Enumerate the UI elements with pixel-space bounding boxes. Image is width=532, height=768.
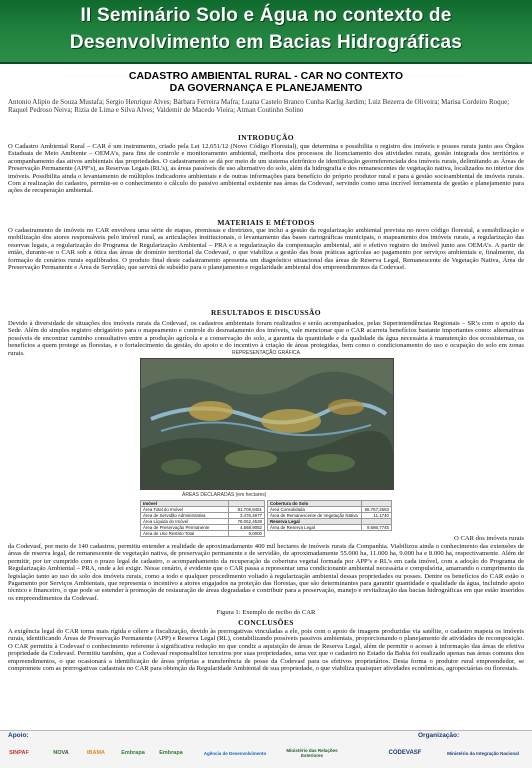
table-cell: Área Total do Imóvel [141, 507, 229, 513]
table-header-cell: Cobertura do Solo [268, 501, 362, 507]
table-row [268, 525, 392, 531]
table-cell: 4.568,9082 [228, 525, 264, 531]
table-cell: 78.052,4538 [228, 519, 264, 525]
development-agency-logo: Agência de Desenvolvimento [203, 750, 267, 756]
table-cell: 81.706,9451 [228, 507, 264, 513]
banner-line-2: Desenvolvimento em Bacias Hidrográficas [69, 32, 463, 53]
table-cell: Área Líquida do Imóvel [141, 519, 229, 525]
sinpaf-logo: SINPAF [9, 750, 29, 756]
ibama-logo: IBAMA [86, 750, 106, 756]
table-cell: 3.476,4977 [228, 513, 264, 519]
table-header-cell: Reserva Legal [268, 519, 362, 525]
table-header-cell: Imóvel [141, 501, 229, 507]
embrapa-logo-2: Embrapa [159, 750, 183, 756]
table-row [141, 513, 265, 519]
introduction-heading: INTRODUÇÃO [237, 133, 295, 142]
paper-title-line-2: DA GOVERNANÇA E PLANEJAMENTO [169, 82, 363, 94]
table-row [141, 525, 265, 531]
table-cell: 66.767,2653 [362, 507, 392, 513]
property-areas-table [140, 500, 265, 537]
support-label: Apoio: [8, 732, 29, 739]
table-cell: Área de Servidão Administrativa [141, 513, 229, 519]
methods-text: O cadastramento de imóveis no CAR envolveu uma série de etapas, premissas e diretrizes, que inclui a gestão da regularização ambiental prevista no novo código florestal, a sensibilização e mobilização dos atores responsáveis pelo imóvel rural, as articulações institucionais, o levantamento das bases cartográficas municipais, o mapeamento dos imóveis rurais, a regularização das reservas legais, a regularização do Programa de Regularização Ambiental – PRA e a regularização da compensação ambiental, até o efetivo registro do imóvel junto aos OEMA’s. A partir de então, durante-se o CAR sob a ótica das áreas de domínio territorial da Codevasf, o que viabiliza a gestão das boas práticas agrícolas ao pagamento por serviços ambientais e, finalmente, da formação de cenários rurais equilibrados. O produto final deste cadastramento apresenta um diagnóstico situacional das áreas de Reserva Legal, Remanescente de Vegetação Nativa, Área de Preservação Permanente e Área de Servidão, que servirá de subsídio para o planejamento e regularidade ambiental dos empreendimentos da Codevasf. [8, 227, 524, 272]
sponsors-footer [0, 730, 532, 768]
results-heading: RESULTADOS E DISCUSSÃO [210, 308, 322, 317]
table-cell: Área Consolidada [268, 507, 362, 513]
banner-line-1: II Seminário Solo e Água no contexto de [80, 5, 452, 26]
codevasf-logo: CODEVASF [388, 750, 422, 756]
table-cell: Área de Uso Restrito Total [141, 531, 229, 537]
embrapa-logo-1: Embrapa [121, 750, 145, 756]
conclusions-text: A exigência legal do CAR torna mais rígida e célere a fiscalização, devido às prerrogativas vinculadas a ele, pois com o apoio de imagens produzidas via satélite, o cadastro mapeia os imóveis rurais, identificando Áreas de Preservação Permanente (APP) e Reserva Legal (RL), contabilizando possíveis passivos ambientais, proporcionando o planejamento de atividades de recomposição. O CAR permitiu à Codevasf o conhecimento referente à significativa redução no que condiz a aquisição de áreas de Reserva Legal, além de permitir o acesso à informação das áreas de efetiva propriedade da Codevasf. Permitiu também, que a Codevasf responsabilize terceiros por suas propriedades, uma vez que o cadastro no Estado da Bahia foi realizado apenas nas áreas comuns dos empreendimentos, o que ocasionará a identificação de áreas próprias a transferência de posse da Codevasf para os efetivos proprietários. Desta forma o produtor rural empreendedor, se compromete com as prerrogativas cadastrais no CAR para obtenção da Regularidade Ambiental de sua propriedade, o que viabiliza quaisquer atividades econômicas, agropecuárias ou florestais. [8, 628, 524, 673]
table-cell: 0,0000 [228, 531, 264, 537]
satellite-map-image [140, 358, 394, 490]
table-cell: Área de Remanescente de Vegetação Nativa [268, 513, 362, 519]
conclusions-heading: CONCLUSÕES [238, 618, 294, 627]
header-banner [0, 0, 532, 64]
results-continued-text: da Codevasf, por meio de 140 cadastros, permitiu entender a realidade de aproximadamente 400 mil hectares de imóveis rurais da Companhia. Viabilizou ainda o conhecimento das extensões de áreas de reserva legal, de remanescente de vegetação nativa, de preservação permanente e de servidão, de aproximadamente 55.000 ha, 11.000 ha, 9.000 ha e 8.000 ha, respectivamente. Além de permitir, por ter cumprido com o prazo legal de cadastro, o acompanhamento da recuperação da cobertura vegetal formada por APP’s e RL’s em cada imóvel, com a adoção do Programa de Regularização Ambiental – PRA, onde a lei exigir. Nesse cenário, é evidente que o CAR passa a representar uma condicionante ambiental necessária e compulsória, amarrando o cumprimento da legislação tanto ao uso do solo dos imóveis rurais, como a todo e qualquer procedimento voltado à regularização ambiental dessas propriedades ou posses. Dentre os benefícios do CAR estão o Pagamento por Serviços Ambientais, que representa o incentivo a atores engajados na proteção das florestas, que são determinantes para garantir quantidade e qualidade da água, incluindo apoio técnico e financeiro, o que pode se estender à promoção de restauração de áreas degradadas e contribuir para a preservação, manejo e revitalização das bacias hidrográficas em que estão inseridos os empreendimentos da Codevasf. [8, 543, 524, 602]
declared-areas-caption: ÁREAS DECLARADAS (em hectares) [182, 492, 267, 498]
methods-heading: MATERIAIS E MÉTODOS [217, 218, 315, 227]
graphic-representation-label: REPRESENTAÇÃO GRÁFICA [232, 350, 300, 356]
organization-label: Organização: [418, 732, 460, 739]
table-cell: Área de Preservação Permanente [141, 525, 229, 531]
introduction-text: O Cadastro Ambiental Rural – CAR é um instrumento, criado pela Lei 12.651/12 (Novo Código Florestal), que determina e possibilita o registro dos imóveis e posses rurais junto aos Órgãos Estaduais de Meio Ambiente – OEMA’s, para fins de controle e monitoramento ambiental, melhoria dos processos de licenciamento dos atividades rurais, gestão integrada dos territórios e acompanhamento das ativos ambientais das propriedades. O cadastramento se dá por meio de um sistema eletrônico de identificação georreferenciada dos imóveis rurais, delimitando as Áreas de Preservação Permanente (APP’s), as Reservas Legais (RL’s), as áreas passíveis de uso alternativo do solo, além da hidrografia e dos remanescentes de vegetação nativa, localizados no interior dos imóveis. Possibilita ainda o levantamento de múltiplos indicadores ambientais e de outras informações para benefício do próprio produtor rural e para a gestão socioambiental de imóveis rurais. Com a realização do cadastro, permite-se o conhecimento e cálculo do passivo ambiental existente nas áreas da Codevasf, servindo como uma incrível ferramenta de gestão e planejamento para ações de recuperação ambiental. [8, 143, 524, 195]
map-graphic [141, 359, 393, 489]
figure-caption: Figura 1: Exemplo de recibo do CAR [216, 609, 316, 616]
table-cell: 11.1740 [362, 513, 392, 519]
table-row [268, 513, 392, 519]
table-row [141, 531, 265, 537]
results-text: Devido à diversidade de situações dos imóveis rurais da Codevasf, os cadastros ambientais foram realizados e serão acompanhados, pelas Superintendências Regionais – SR’s com o apoio da Sede. Além do simples registro obrigatório para o mapeamento e controle do desmatamento dos imóveis, vale mencionar que o CAR acarreta benefícios bastante importantes como: alternativas possíveis de encontrar caminho consultativo entre a produção agrícola e a conservação do solo, a garantia da quantidade e da qualidade da água necessária à manutenção dos ecossistemas, os benefícios a quem protege as florestas, e o fortalecimento da gestão, do apoio e do incentivo à criação de áreas protegidas, bem como o condicionamento do uso e ocupação do solo em zonas rurais. [8, 320, 524, 357]
land-cover-table [267, 500, 392, 531]
results-side-text: O CAR dos imóveis rurais [454, 535, 524, 542]
integration-ministry-logo: Ministério da Integração Nacional [447, 750, 519, 756]
foreign-ministry-logo: Ministério das Relações Exteriores [286, 748, 338, 758]
table-cell: Área de Reserva Legal [268, 525, 362, 531]
paper-title-line-1: CADASTRO AMBIENTAL RURAL - CAR NO CONTEXTO [128, 70, 404, 82]
table-cell: 9.686,7745 [362, 525, 392, 531]
nova-logo: NOVA [53, 750, 69, 756]
authors: Antonio Alipio de Souza Mustafa; Sergio Henrique Alves; Bárbara Ferreira Mafra; Luana Castelo Branco Cunha Karlig Jardim; Luiz Bezerra de Oliveira; Marisa Cordeiro Roque; Raquel Pedroso Neiva; Rizia de Lima e Silva Alves; Valdemir de Macedo Vieira; Atman Coutinho Solino [8, 98, 510, 114]
